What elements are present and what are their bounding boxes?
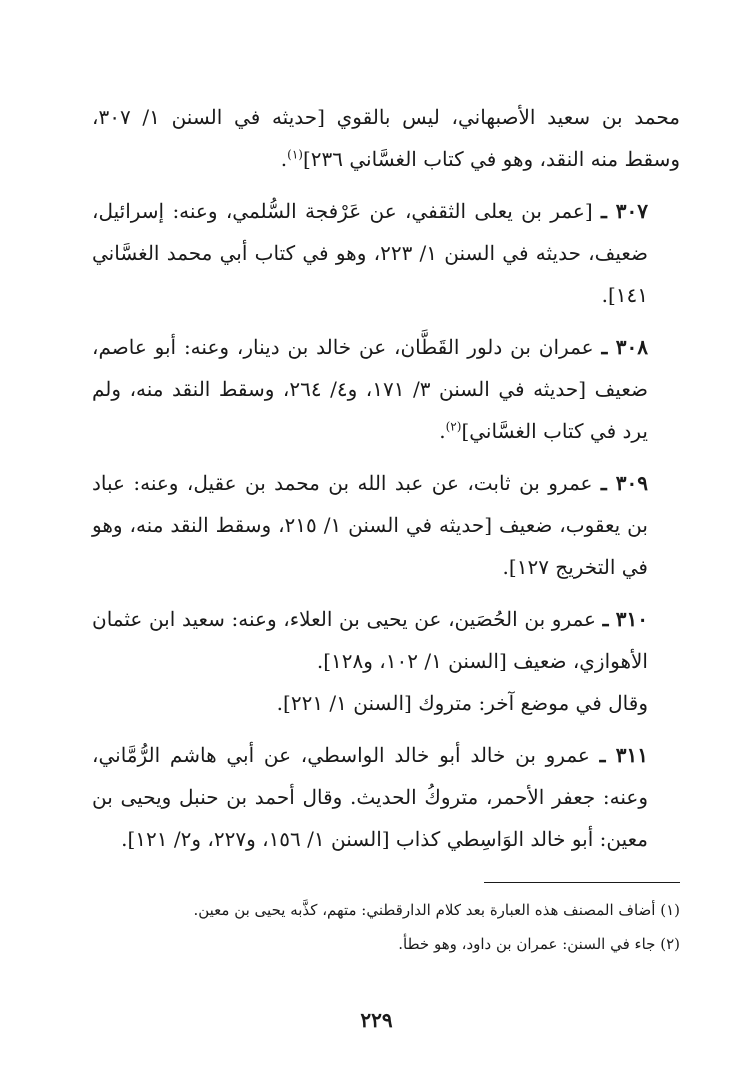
entry-text: عمرو بن الحُصَين، عن يحيى بن العلاء، وعنه: سعيد ابن عثمان الأهوازي، ضعيف [السنن ١/ ١٠٢، و١٢٨].	[92, 607, 648, 673]
footnote-marker: (٢)	[660, 935, 680, 953]
footnote-text: جاء في السنن: عمران بن داود، وهو خطأ.	[398, 935, 656, 953]
entry-310	[92, 598, 680, 724]
footnote-2	[92, 927, 680, 961]
footnote-marker: (١)	[660, 901, 680, 919]
footnotes	[92, 882, 680, 961]
footnote-ref[interactable]: (١)	[287, 147, 303, 162]
entry-number: ٣١١ ـ	[599, 743, 649, 767]
entry-number: ٣٠٧ ـ	[600, 199, 649, 223]
footnote-divider	[484, 882, 680, 883]
entry-text: عمرو بن خالد أبو خالد الواسطي، عن أبي هاشم الرُّمَّاني، وعنه: جعفر الأحمر، متروكُ الحديث. وقال أحمد بن حنبل ويحيى بن معين: أبو خالد الوَاسِطي كذاب [السنن ١/ ١٥٦، و٢٢٧، و٢/ ١٢١].	[92, 743, 648, 851]
entry-number: ٣٠٩ ـ	[600, 471, 649, 495]
entry-307	[92, 190, 680, 316]
page-number: ٢٢٩	[360, 1008, 393, 1032]
entry-tail: .	[439, 419, 446, 443]
footnote-text: أضاف المصنف هذه العبارة بعد كلام الدارقطني: متهم، كذَّبه يحيى بن معين.	[193, 901, 656, 919]
entry-text: [عمر بن يعلى الثقفي، عن عَرْفجة السُّلمي، وعنه: إسرائيل، ضعيف، حديثه في السنن ١/ ٢٢٣، وهو في كتاب أبي محمد الغسَّاني ١٤١].	[92, 199, 648, 307]
entry-text: محمد بن سعيد الأصبهاني، ليس بالقوي [حديثه في السنن ١/ ٣٠٧،	[92, 105, 680, 129]
entry-text: عمران بن دلور القَطَّان، عن خالد بن دينار، وعنه: أبو عاصم، ضعيف [حديثه في السنن ٣/ ١٧١، و٤/ ٢٦٤، وسقط النقد منه، ولم يرد في كتاب الغسَّاني]	[92, 335, 648, 443]
page-body	[92, 96, 680, 870]
footnote-ref[interactable]: (٢)	[445, 419, 462, 434]
entry-text: عمرو بن ثابت، عن عبد الله بن محمد بن عقيل، وعنه: عباد بن يعقوب، ضعيف [حديثه في السنن ١/ ٢١٥، وسقط النقد منه، وهو في التخريج ١٢٧].	[92, 471, 648, 579]
entry-number: ٣١٠ ـ	[602, 607, 649, 631]
entry-continuation	[92, 96, 680, 180]
entry-text: وسقط منه النقد، وهو في كتاب الغسَّاني ٢٣٦]	[302, 147, 680, 171]
footnote-1	[92, 893, 680, 927]
entry-number: ٣٠٨ ـ	[601, 335, 648, 359]
entry-308	[92, 326, 680, 452]
entry-extra: وقال في موضع آخر: متروك [السنن ١/ ٢٢١].	[276, 691, 648, 715]
entry-311	[92, 734, 680, 860]
entry-tail: .	[280, 147, 288, 171]
entry-309	[92, 462, 680, 588]
